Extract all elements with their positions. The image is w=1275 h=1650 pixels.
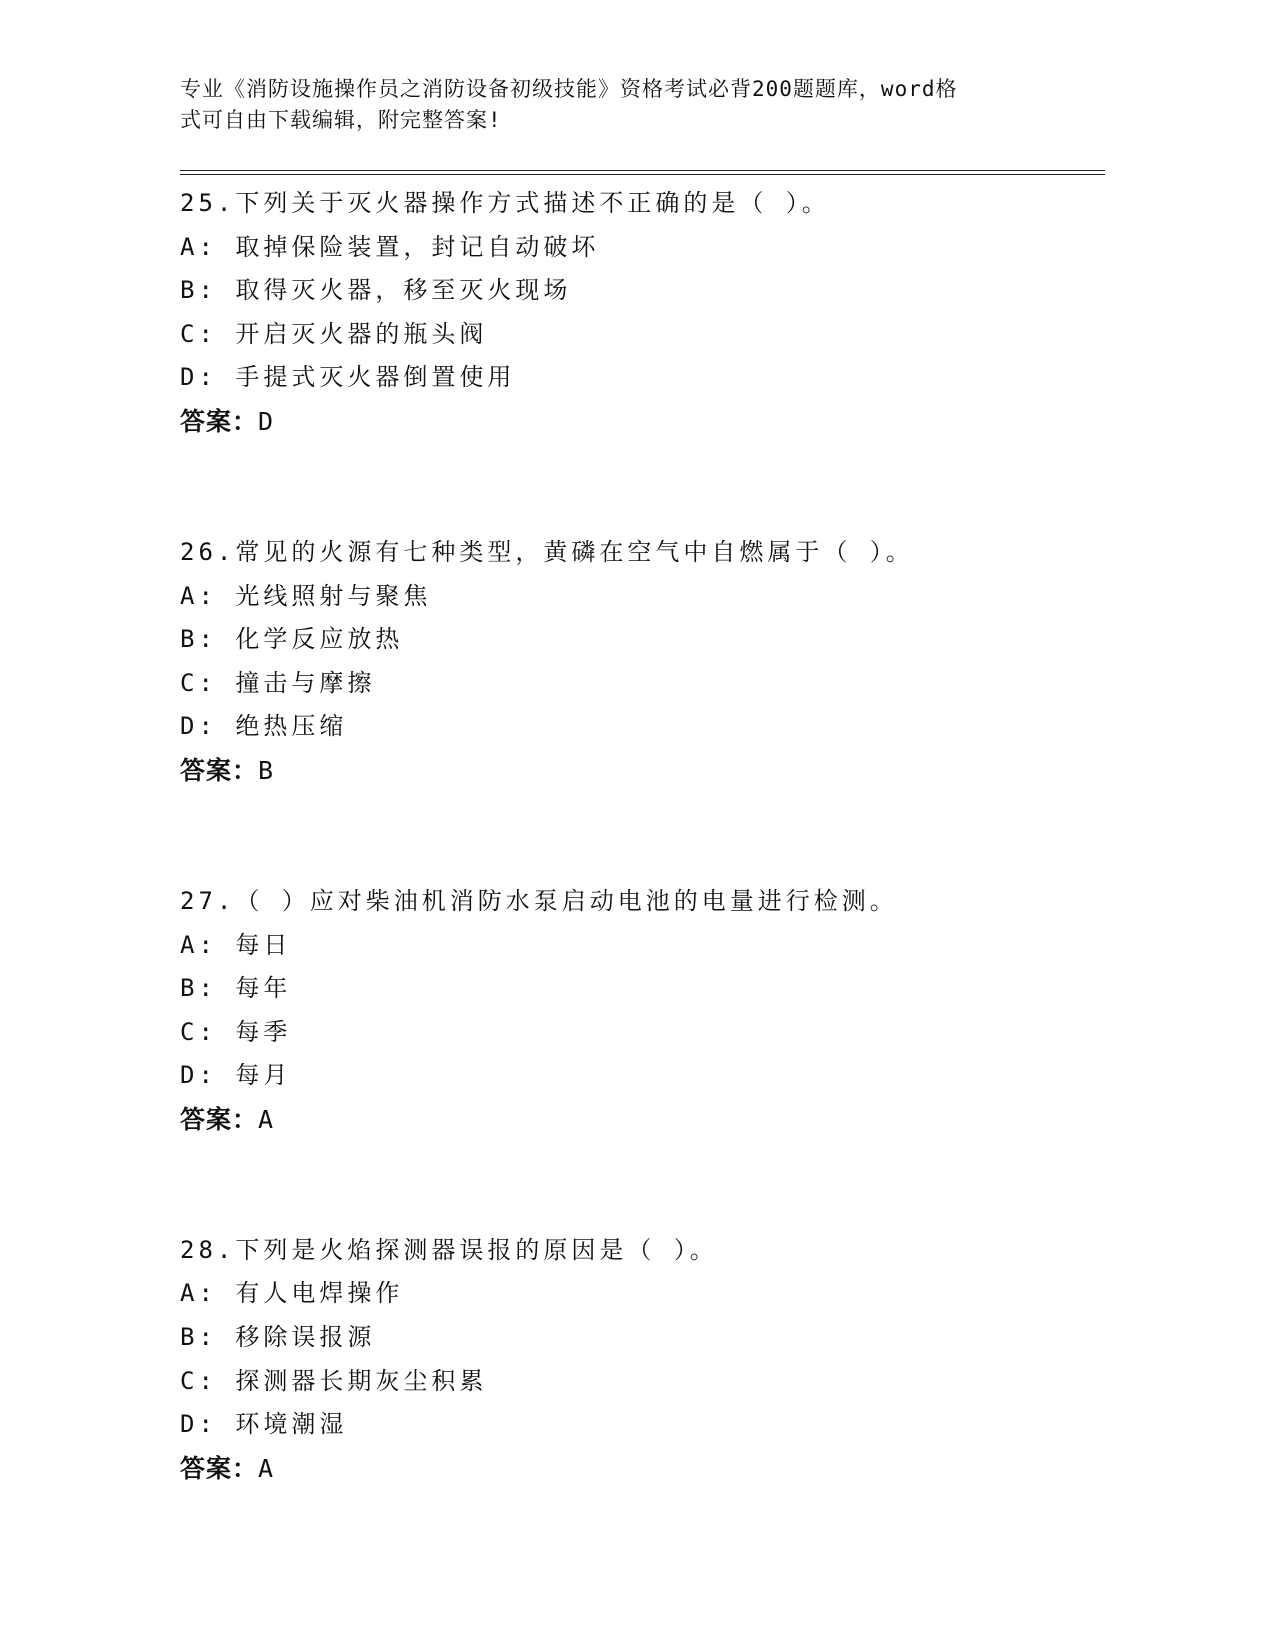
option-d: D: 环境潮湿: [180, 1410, 348, 1439]
option-a: A: 每日: [180, 930, 292, 959]
document-header: [180, 74, 1050, 136]
option-d: D: 绝热压缩: [180, 712, 348, 741]
answer-value: A: [258, 1453, 275, 1483]
option-b: B: 每年: [180, 974, 292, 1003]
question-27: [180, 880, 1105, 1142]
option-b: B: 取得灭火器，移至灭火现场: [180, 276, 572, 305]
question-stem: 27.（ ）应对柴油机消防水泵启动电池的电量进行检测。: [180, 886, 898, 915]
question-spacer: [180, 1141, 1105, 1228]
question-stem: 26.常见的火源有七种类型，黄磷在空气中自燃属于（ ）。: [180, 537, 914, 566]
header-double-rule: [180, 170, 1105, 175]
option-d: D: 每月: [180, 1061, 292, 1090]
rule-line-bottom: [180, 174, 1105, 175]
option-a: A: 光线照射与聚焦: [180, 581, 432, 610]
answer-value: B: [258, 755, 275, 785]
answer-label: 答案：: [180, 755, 259, 785]
answer-line: [180, 1098, 1105, 1142]
header-line-1: 专业《消防设施操作员之消防设备初级技能》资格考试必背200题题库，word格: [180, 77, 958, 101]
header-line-2: 式可自由下载编辑，附完整答案!: [180, 108, 502, 132]
answer-label: 答案：: [180, 406, 259, 436]
answer-line: [180, 400, 1105, 444]
answer-line: [180, 749, 1105, 793]
option-c: C: 开启灭火器的瓶头阀: [180, 319, 488, 348]
option-b: B: 化学反应放热: [180, 625, 404, 654]
option-a: A: 有人电焊操作: [180, 1279, 404, 1308]
question-spacer: [180, 444, 1105, 531]
option-c: C: 每季: [180, 1017, 292, 1046]
option-d: D: 手提式灭火器倒置使用: [180, 363, 516, 392]
question-stem: 25.下列关于灭火器操作方式描述不正确的是（ ）。: [180, 189, 830, 217]
answer-label: 答案：: [180, 1453, 259, 1483]
question-28: [180, 1229, 1105, 1491]
question-list: [180, 182, 1105, 1490]
option-a: A: 取掉保险装置，封记自动破坏: [180, 232, 600, 261]
question-26: [180, 531, 1105, 793]
answer-value: A: [258, 1104, 275, 1134]
answer-line: [180, 1447, 1105, 1491]
rule-line-top: [180, 170, 1105, 171]
question-spacer: [180, 793, 1105, 880]
question-stem: 28.下列是火焰探测器误报的原因是（ ）。: [180, 1235, 718, 1264]
answer-label: 答案：: [180, 1104, 259, 1134]
option-c: C: 撞击与摩擦: [180, 668, 376, 697]
answer-value: D: [258, 406, 275, 436]
question-25: [180, 182, 1105, 444]
option-c: C: 探测器长期灰尘积累: [180, 1366, 488, 1395]
option-b: B: 移除误报源: [180, 1323, 376, 1352]
